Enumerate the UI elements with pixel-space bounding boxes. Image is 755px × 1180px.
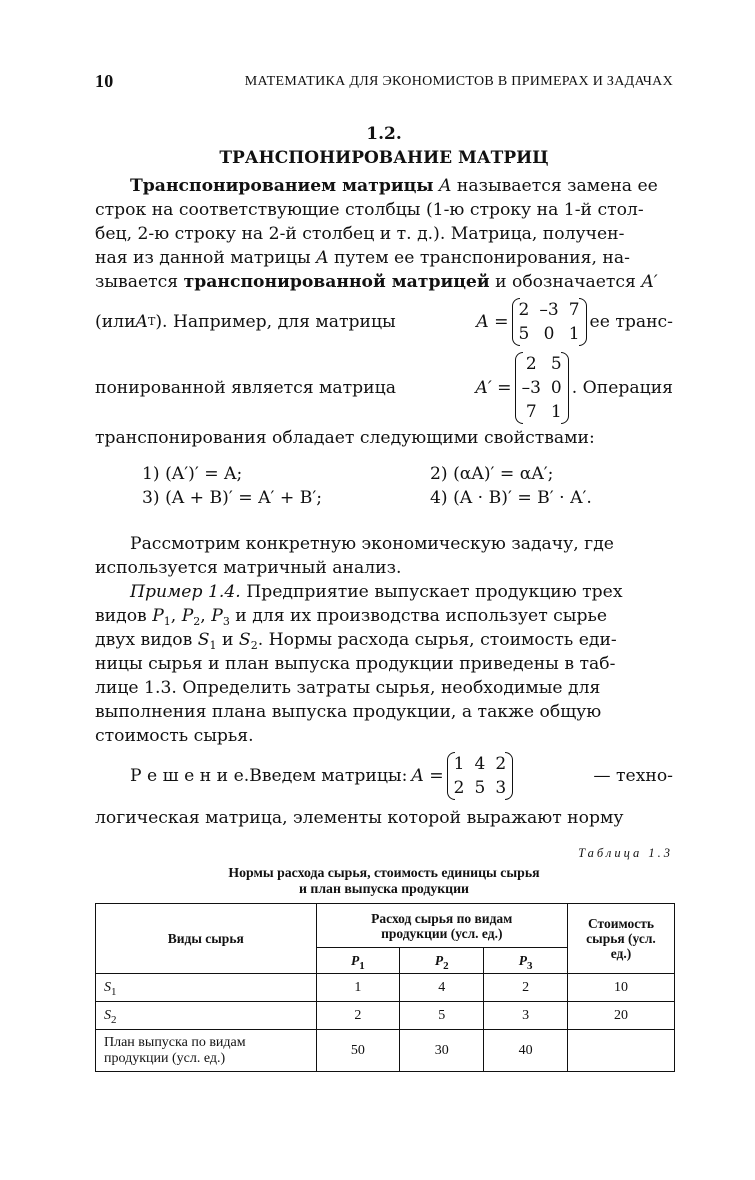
matrix-A: 2 –3 7 5 0 1: [514, 298, 585, 346]
para1-line1: Транспонированием матрицы A называется замена ее: [130, 176, 658, 196]
header-p1: $P_1$: [316, 948, 400, 974]
property-2: 2) (αA)′ = αA′;: [430, 464, 554, 484]
para1-line2: строк на соответствующие столбцы (1-ю строку на 1-й стол-: [95, 200, 644, 220]
section-number: 1.2.: [366, 124, 402, 144]
book-page: [95, 68, 673, 1072]
example-paragraph: Пример 1.4. Предприятие выпускает продукцию трех видов $P_1$, $P_2$, $P_3$ и для их производства использует сырье двух видов $S_1$ и $S_2$. Нормы расхода сырья, стоимость еди- ницы сырья и план выпуска продукции приведены в таб- лице 1.3. Определить затраты сырья, необходимые для выполнения плана выпуска продукции, а также общую стоимость сырья.: [95, 582, 623, 746]
header-usage: Расход сырья по видам продукции (усл. ед.): [316, 904, 567, 948]
definition-paragraph: [95, 174, 673, 450]
property-4: 4) (A · B)′ = B′ · A′.: [430, 488, 592, 508]
para1-line7: понированной является матрица A′ = 2 5 –3 0 7 1 . Операция: [95, 354, 673, 422]
matrix-technological: 1 4 2 2 5 3: [449, 752, 511, 800]
solution-paragraph: Р е ш е н и е. Введем матрицы: A = 1 4 2 2 5 3 — техно- логическая матрица, элементы которой выражают норму: [95, 754, 673, 828]
table-row: $S_1$ 1 4 2 10: [96, 974, 675, 1002]
intro-paragraph: Рассмотрим конкретную экономическую задачу, где используется матричный анализ.: [95, 534, 614, 578]
header-p3: $P_3$: [484, 948, 568, 974]
property-1: 1) (A′)′ = A;: [142, 464, 243, 484]
data-table: [95, 903, 675, 1072]
example-label: Пример 1.4.: [130, 582, 241, 602]
table-title: Нормы расхода сырья, стоимость единицы сырья и план выпуска продукции: [228, 865, 540, 896]
page-number: 10: [95, 71, 114, 91]
section-heading: [95, 122, 673, 170]
matrix-A-transposed: 2 5 –3 0 7 1: [517, 352, 567, 424]
running-head: [95, 68, 673, 98]
header-cost: Стоимость сырья (усл. ед.): [568, 904, 675, 974]
property-3: 3) (A + B)′ = A′ + B′;: [142, 488, 323, 508]
running-title: МАТЕМАТИКА ДЛЯ ЭКОНОМИСТОВ В ПРИМЕРАХ И ЗАДАЧАХ: [244, 74, 673, 89]
para1-line5: зывается транспонированной матрицей и обозначается A′: [95, 272, 658, 292]
table-row: $S_2$ 2 5 3 20: [96, 1002, 675, 1030]
table-row-plan: План выпуска по видам продукции (усл. ед.) 50 30 40: [96, 1030, 675, 1072]
header-p2: $P_2$: [400, 948, 484, 974]
para1-line6: (или A T ). Например, для матрицы A = 2 –3 7 5 0 1 ее транс-: [95, 300, 673, 344]
para1-line4: ная из данной матрицы A путем ее транспонирования, на-: [95, 248, 630, 268]
properties-list: [142, 462, 610, 510]
header-material-type: Виды сырья: [96, 904, 317, 974]
para1-line3: бец, 2-ю строку на 2-й столбец и т. д.). Матрица, получен-: [95, 224, 625, 244]
table-caption: Таблица 1.3: [578, 846, 673, 860]
solution-label: Р е ш е н и е.: [130, 766, 250, 786]
para1-line8: транспонирования обладает следующими свойствами:: [95, 428, 595, 448]
section-title: ТРАНСПОНИРОВАНИЕ МАТРИЦ: [219, 148, 549, 168]
